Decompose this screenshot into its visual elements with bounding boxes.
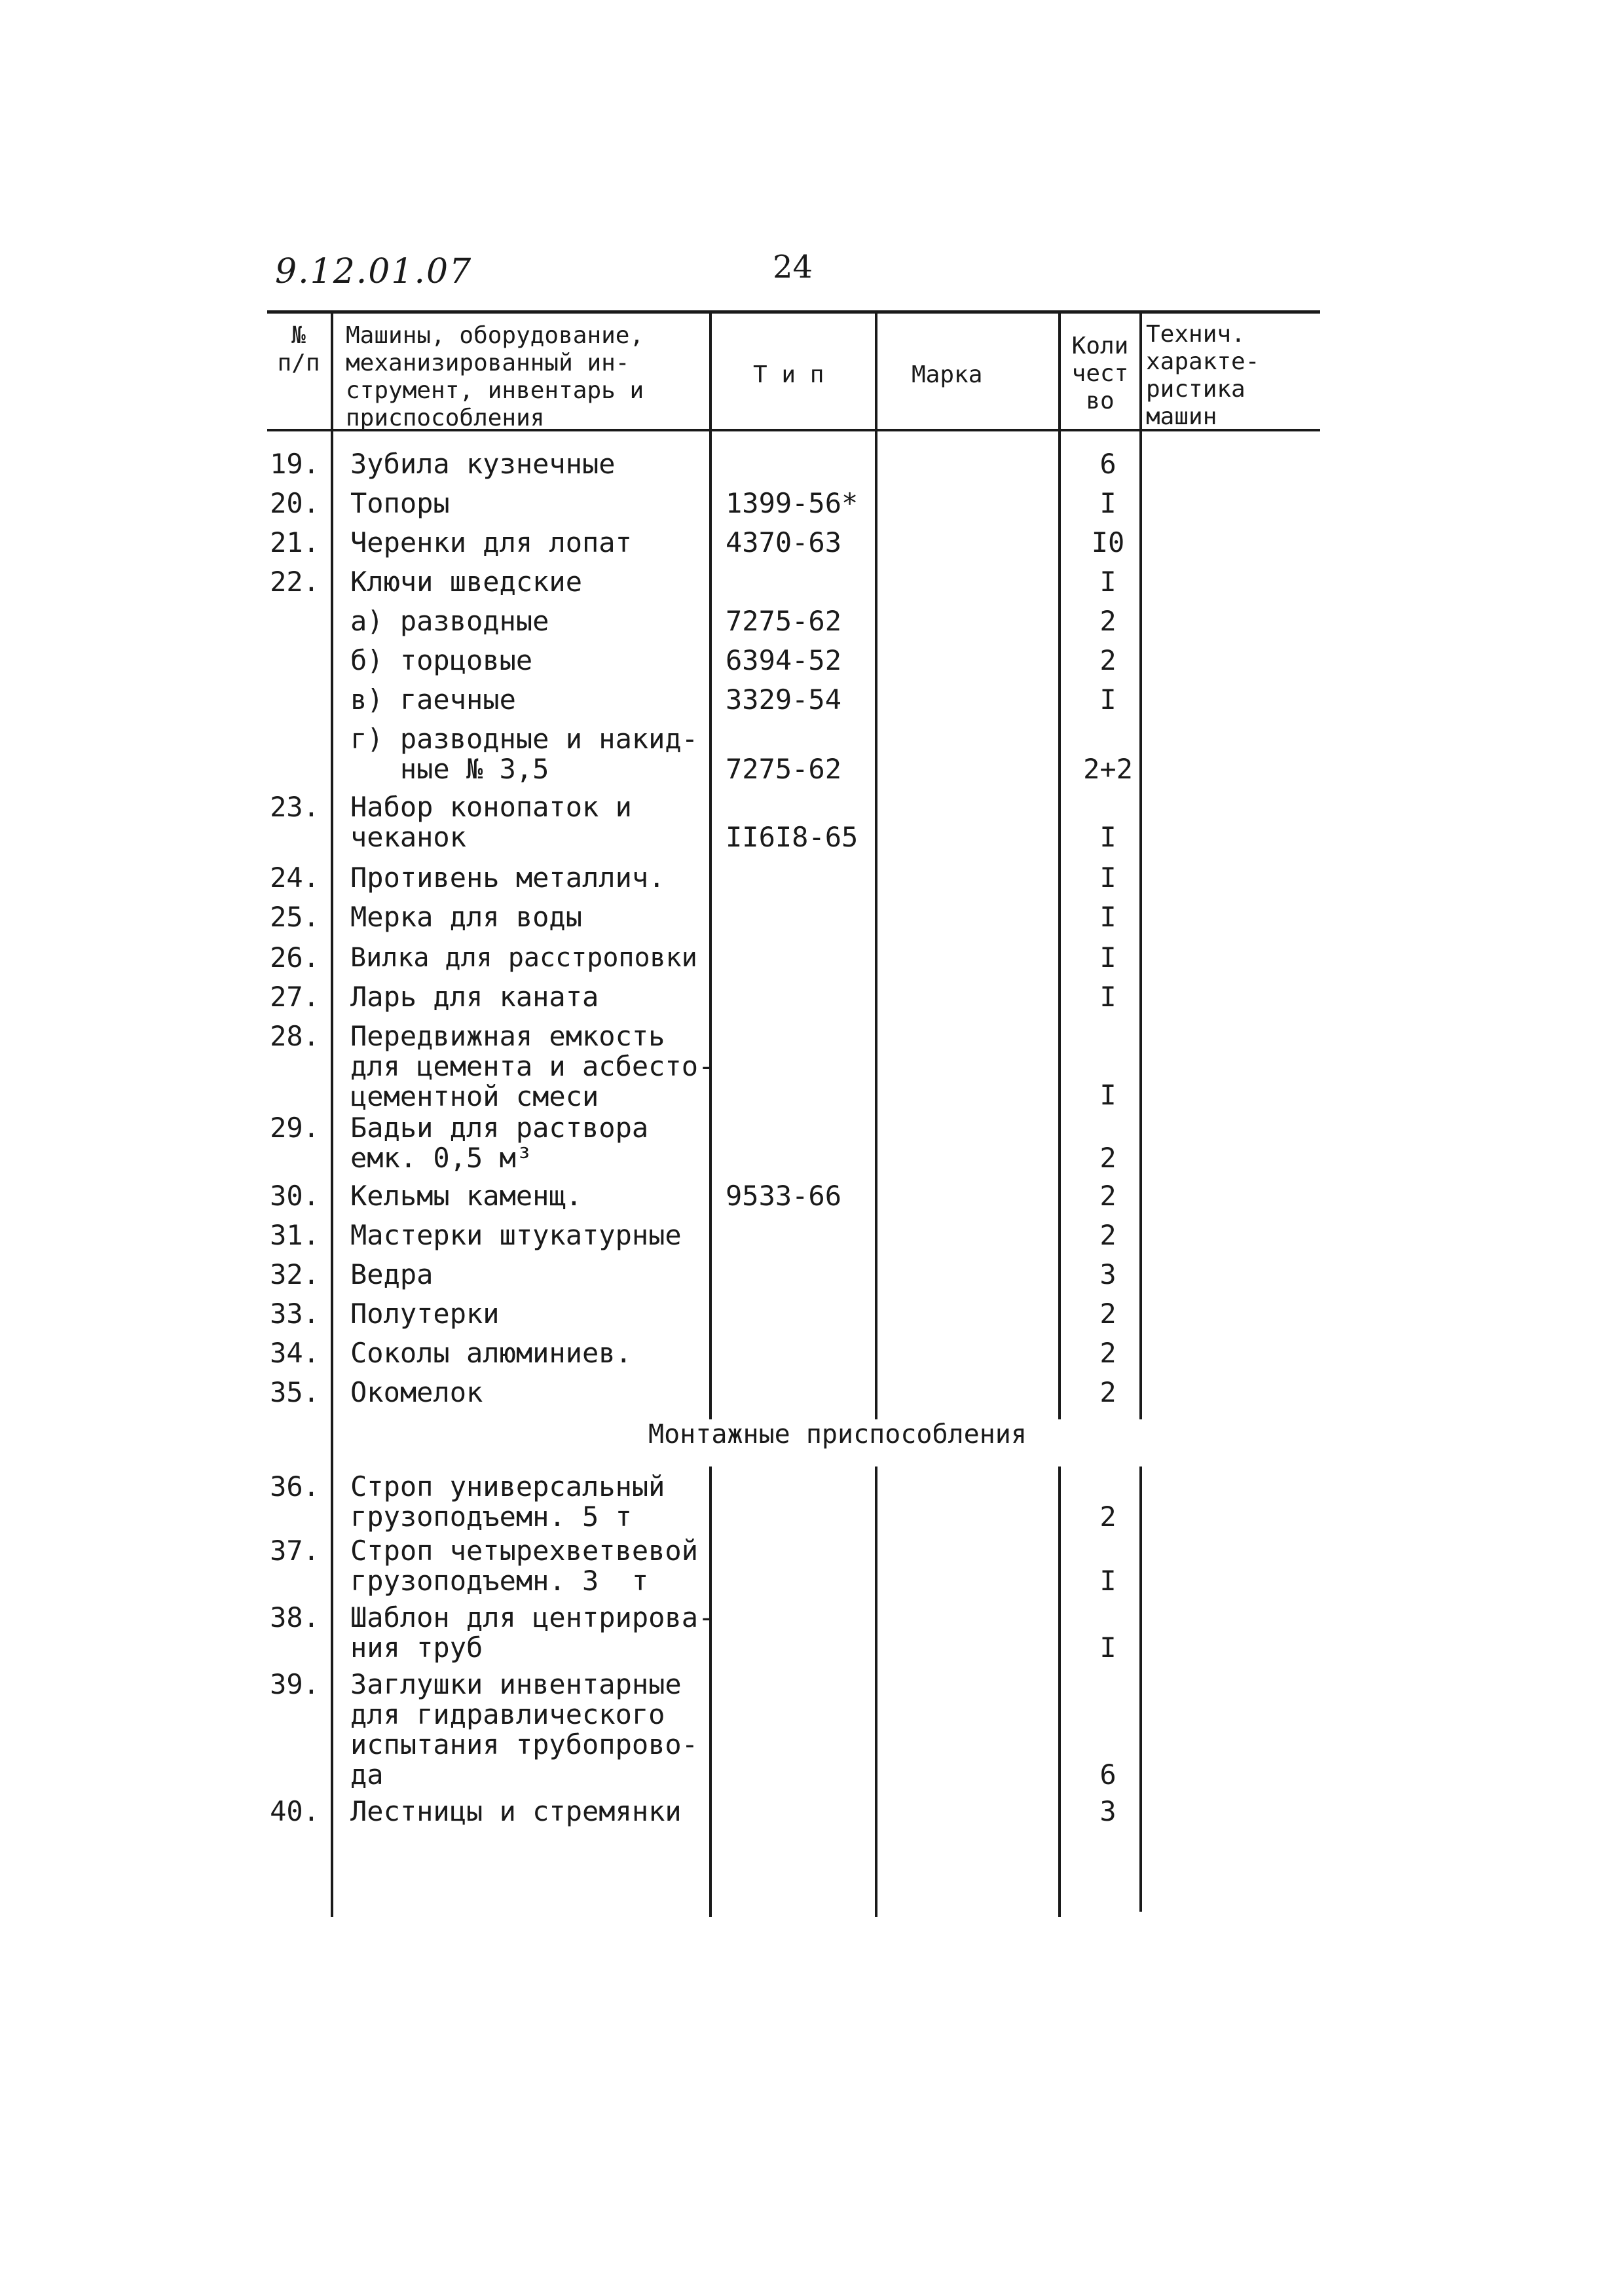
item-name: Бадьи для раствора емк. 0,5 м³ [350,1112,649,1174]
item-name: Мерка для воды [350,901,583,933]
item-qty: 2 [1099,1142,1116,1174]
item-qty: I [1099,901,1116,933]
item-qty: 3 [1099,1795,1116,1827]
item-qty: 3 [1099,1258,1116,1290]
row-number: 27. [270,981,320,1013]
item-name: Противень металлич. [350,862,665,894]
item-name: Строп четырехветвевой грузоподъемн. 3 т [350,1535,699,1597]
item-name: а) разводные [350,605,549,637]
item-qty: I [1099,1631,1116,1664]
item-type: 9533-66 [726,1180,842,1212]
item-qty: 2 [1099,1219,1116,1251]
row-number: 20. [270,487,320,519]
item-name: Мастерки штукатурные [350,1219,682,1251]
item-type: 4370-63 [726,526,842,558]
row-number: 37. [270,1535,320,1567]
item-qty: I [1099,487,1116,519]
column-divider-4 [1058,313,1061,1419]
row-number: 25. [270,901,320,933]
column-divider-1 [331,313,333,1917]
item-name: г) разводные и накид- ные № 3,5 [350,723,699,785]
row-number: 26. [270,941,320,974]
row-number: 39. [270,1668,320,1700]
section-title: Монтажные приспособления [648,1419,1027,1449]
row-number: 40. [270,1795,320,1827]
item-qty: 2+2 [1083,753,1133,785]
header-tech: Технич. характе- ристика машин [1146,321,1260,430]
item-type: 3329-54 [726,683,842,716]
row-number: 33. [270,1298,320,1330]
item-qty: I [1099,981,1116,1013]
table-top-rule [267,310,1320,314]
item-name: Передвижная емкость для цемента и асбесто- цементной смеси [350,1020,715,1112]
item-type: II6I8-65 [726,821,858,853]
row-number: 19. [270,448,320,480]
row-number: 31. [270,1219,320,1251]
item-qty: 2 [1099,644,1116,676]
item-type: 6394-52 [726,644,842,676]
document-code: 9.12.01.07 [275,252,473,291]
item-name: Заглушки инвентарные для гидравлического испытания трубопрово- да [350,1668,699,1791]
item-name: Окомелок [350,1376,483,1408]
row-number: 35. [270,1376,320,1408]
row-number: 28. [270,1020,320,1052]
item-name: в) гаечные [350,683,516,716]
column-divider-2 [709,313,712,1419]
item-name: Топоры [350,487,450,519]
row-number: 32. [270,1258,320,1290]
item-name: Строп универсальный грузоподъемн. 5 т [350,1470,665,1533]
item-name: Соколы алюминиев. [350,1337,632,1369]
column-divider-3 [875,313,877,1419]
page-number: 24 [773,249,813,285]
row-number: 36. [270,1470,320,1503]
header-num: № п/п [277,322,320,376]
column-divider-2-lower [709,1467,712,1917]
column-divider-5-lower [1139,1467,1142,1912]
row-number: 21. [270,526,320,558]
column-divider-3-lower [875,1467,877,1917]
item-name: Кельмы каменщ. [350,1180,583,1212]
item-qty: 2 [1099,1337,1116,1369]
item-name: б) торцовые [350,644,533,676]
item-name: Ведра [350,1258,434,1290]
header-type: Т и п [753,361,824,388]
row-number: 29. [270,1112,320,1144]
header-name: Машины, оборудование, механизированный ин- струмент, инвентарь и приспособления [346,322,644,431]
item-name: Набор конопаток и чеканок [350,791,632,853]
row-number: 34. [270,1337,320,1369]
item-name: Черенки для лопат [350,526,632,558]
item-qty: 2 [1099,1376,1116,1408]
item-qty: 2 [1099,1501,1116,1533]
item-qty: I [1099,862,1116,894]
item-qty: I [1099,683,1116,716]
item-qty: I [1099,941,1116,974]
item-name: Вилка для расстроповки [350,943,697,973]
row-number: 23. [270,791,320,823]
item-name: Ларь для каната [350,981,599,1013]
item-qty: 6 [1099,1758,1116,1791]
item-name: Шаблон для центрирова- ния труб [350,1601,715,1664]
item-type: 1399-56* [726,487,858,519]
item-name: Лестницы и стремянки [350,1795,682,1827]
column-divider-4-lower [1058,1467,1061,1917]
row-number: 30. [270,1180,320,1212]
header-mark: Марка [912,361,983,388]
item-type: 7275-62 [726,605,842,637]
item-name: Полутерки [350,1298,500,1330]
item-qty: I [1099,566,1116,598]
item-qty: I0 [1091,526,1125,558]
row-number: 22. [270,566,320,598]
item-qty: 6 [1099,448,1116,480]
item-qty: 2 [1099,1180,1116,1212]
item-qty: I [1099,821,1116,853]
item-name: Ключи шведские [350,566,583,598]
row-number: 24. [270,862,320,894]
item-type: 7275-62 [726,753,842,785]
item-qty: I [1099,1079,1116,1111]
row-number: 38. [270,1601,320,1633]
item-qty: 2 [1099,1298,1116,1330]
item-qty: I [1099,1565,1116,1597]
item-qty: 2 [1099,605,1116,637]
header-qty: Коли чест во [1071,333,1129,414]
item-name: Зубила кузнечные [350,448,616,480]
